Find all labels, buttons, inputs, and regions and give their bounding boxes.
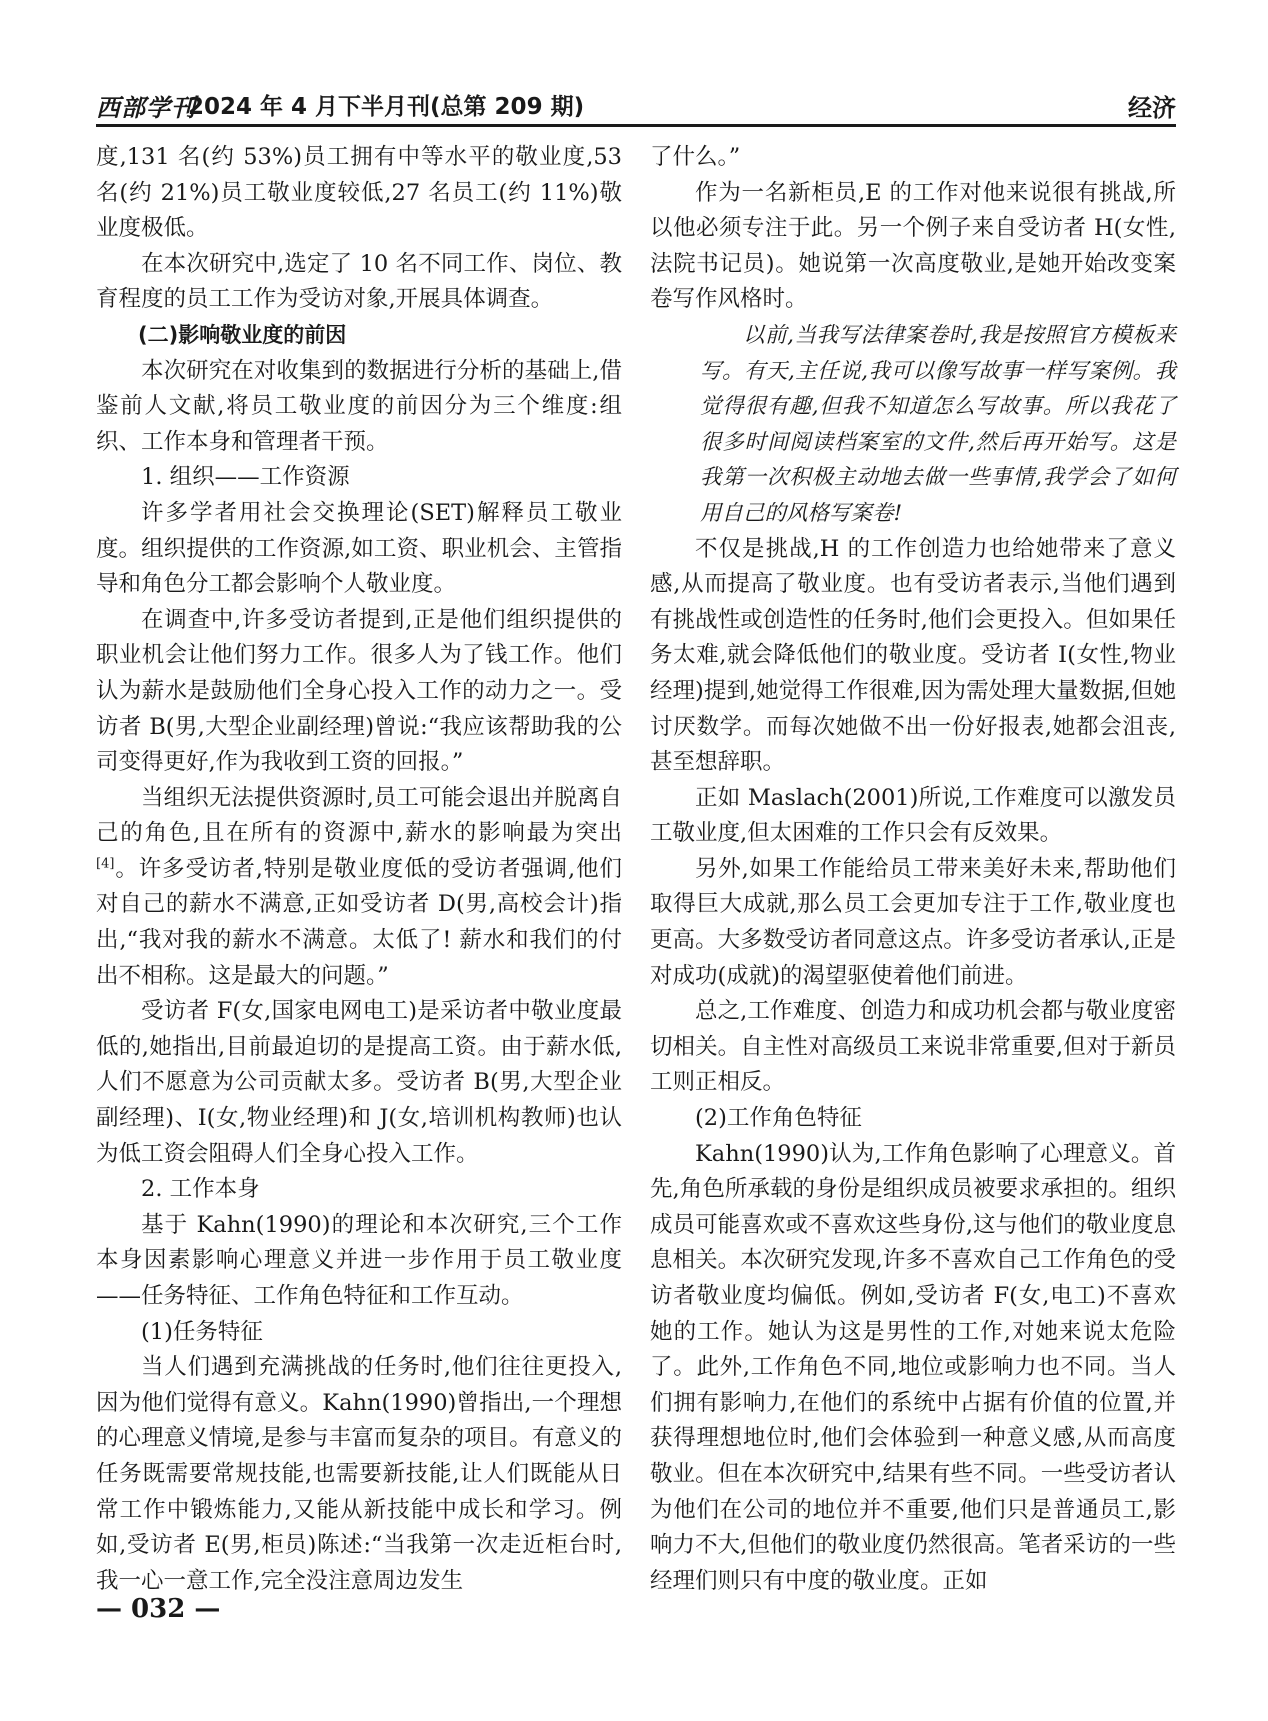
paragraph: 总之,工作难度、创造力和成功机会都与敬业度密切相关。自主性对高级员工来说非常重要,但对于新员工则正相反。 [650,998,1176,1096]
page-number: — 032 — [96,1594,221,1624]
right-column [650,140,1176,1599]
paragraph: 1. 组织——工作资源 [141,464,350,491]
paragraph: 许多学者用社会交换理论(SET)解释员工敬业度。组织提供的工作资源,如工资、职业机会、主管指导和角色分工都会影响个人敬业度。 [96,499,622,598]
block-quote: 以前,当我写法律案卷时,我是按照官方模板来写。有天,主任说,我可以像写故事一样写案例。我觉得很有趣,但我不知道怎么写故事。所以我花了很多时间阅读档案室的文件,然后再开始写。这是我第一次积极主动地去做一些事情,我学会了如何用自己的风格写案卷! [700,322,1176,526]
running-header [96,84,1176,124]
journal-logo: 西部学刊 [96,93,196,122]
paragraph: (2)工作角色特征 [695,1105,862,1132]
paragraph: 当组织无法提供资源时,员工可能会退出并脱离自己的角色,且在所有的资源中,薪水的影响最为突出[4]。许多受访者,特别是敬业度低的受访者强调,他们对自己的薪水不满意,正如受访者 D(男,高校会计)指出,“我对我的薪水不满意。太低了! 薪水和我们的付出不相称。这是最大的问题。” [96,784,622,989]
paragraph: 度,131 名(约 53%)员工拥有中等水平的敬业度,53 名(约 21%)员工敬业度较低,27 名员工(约 11%)敬业度极低。 [96,144,622,242]
paragraph: 2. 工作本身 [141,1176,260,1203]
header-rule [96,124,1176,127]
paragraph: 本次研究在对收集到的数据进行分析的基础上,借鉴前人文献,将员工敬业度的前因分为三个维度:组织、工作本身和管理者干预。 [96,357,622,455]
citation-ref: [4] [96,856,115,872]
section-heading: (二)影响敬业度的前因 [138,322,347,347]
paragraph: 作为一名新柜员,E 的工作对他来说很有挑战,所以他必须专注于此。另一个例子来自受访者 H(女性,法院书记员)。她说第一次高度敬业,是她开始改变案卷写作风格时。 [650,179,1176,313]
paragraph: 正如 Maslach(2001)所说,工作难度可以激发员工敬业度,但太困难的工作只会有反效果。 [650,784,1176,847]
left-column [96,140,622,1599]
paragraph: (1)任务特征 [141,1318,263,1345]
paragraph: 另外,如果工作能给员工带来美好未来,帮助他们取得巨大成就,那么员工会更加专注于工作,敬业度也更高。大多数受访者同意这点。许多受访者承认,正是对成功(成就)的渴望驱使着他们前进。 [650,855,1176,989]
paragraph: 在调查中,许多受访者提到,正是他们组织提供的职业机会让他们努力工作。很多人为了钱工作。他们认为薪水是鼓励他们全身心投入工作的动力之一。受访者 B(男,大型企业副经理)曾说:“我应该帮助我的公司变得更好,作为我收到工资的回报。” [96,606,622,776]
paragraph: Kahn(1990)认为,工作角色影响了心理意义。首先,角色所承载的身份是组织成员被要求承担的。组织成员可能喜欢或不喜欢这些身份,这与他们的敬业度息息相关。本次研究发现,许多不喜欢自己工作角色的受访者敬业度均偏低。例如,受访者 F(女,电工)不喜欢她的工作。她认为这是男性的工作,对她来说太危险了。此外,工作角色不同,地位或影响力也不同。当人们拥有影响力,在他们的系统中占据有价值的位置,并获得理想地位时,他们会体验到一种意义感,从而高度敬业。但在本次研究中,结果有些不同。一些受访者认为他们在公司的地位并不重要,他们只是普通员工,影响力不大,但他们的敬业度仍然很高。笔者采访的一些经理们则只有中度的敬业度。正如 [650,1140,1176,1594]
paragraph: 在本次研究中,选定了 10 名不同工作、岗位、教育程度的员工工作为受访对象,开展具体调查。 [96,250,622,313]
paragraph: 受访者 F(女,国家电网电工)是采访者中敬业度最低的,她指出,目前最迫切的是提高工资。由于薪水低,人们不愿意为公司贡献太多。受访者 B(男,大型企业副经理)、I(女,物业经理)和 J(女,培训机构教师)也认为低工资会阻碍人们全身心投入工作。 [96,998,622,1167]
paragraph: 当人们遇到充满挑战的任务时,他们往往更投入,因为他们觉得有意义。Kahn(1990)曾指出,一个理想的心理意义情境,是参与丰富而复杂的项目。有意义的任务既需要常规技能,也需要新技能,让人们既能从日常工作中锻炼能力,又能从新技能中成长和学习。例如,受访者 E(男,柜员)陈述:“当我第一次走近柜台时,我一心一意工作,完全没注意周边发生 [96,1354,622,1594]
section-label: 经济 [1128,94,1176,122]
paragraph: 基于 Kahn(1990)的理论和本次研究,三个工作本身因素影响心理意义并进一步作用于员工敬业度——任务特征、工作角色特征和工作互动。 [96,1211,622,1309]
paragraph: 了什么。” [650,144,741,170]
paragraph: 不仅是挑战,H 的工作创造力也给她带来了意义感,从而提高了敬业度。也有受访者表示,当他们遇到有挑战性或创造性的任务时,他们会更投入。但如果任务太难,就会降低他们的敬业度。受访者 I(女性,物业经理)提到,她觉得工作很难,因为需处理大量数据,但她讨厌数学。而每次她做不出一份好报表,她都会沮丧,甚至想辞职。 [650,535,1176,776]
issue-info: 2024 年 4 月下半月刊(总第 209 期) [188,94,585,120]
